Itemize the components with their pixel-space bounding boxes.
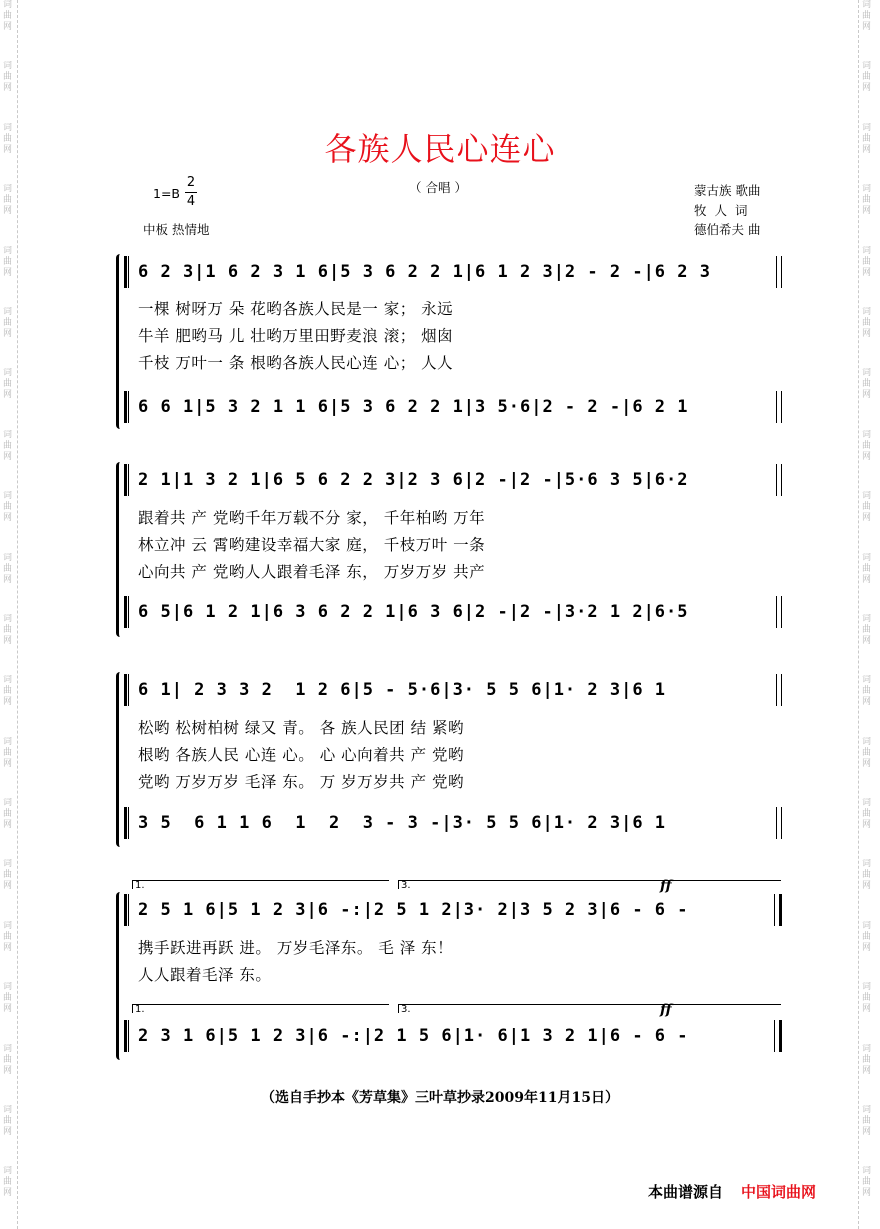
watermark-text: 词曲网 <box>3 368 13 401</box>
lower-notes: 2 3 1 6|5 1 2 3|6 -:|2 1 5 6|1· 6|1 3 2 1|6 - 6 - <box>138 1026 689 1046</box>
watermark-text: 词曲网 <box>3 920 13 953</box>
upper-staff <box>116 256 782 288</box>
lower-staff <box>116 391 782 423</box>
left-dashed-border <box>17 0 18 1229</box>
time-signature <box>185 174 197 211</box>
watermark-text: 词曲网 <box>862 920 872 953</box>
watermark-text: 词曲网 <box>3 306 13 339</box>
volta-first-ending-lower: 1. <box>132 1004 389 1013</box>
watermark-text: 词曲网 <box>862 1166 872 1199</box>
score-system-3 <box>116 664 782 849</box>
upper-notes: 2 5 1 6|5 1 2 3|6 -:|2 5 1 2|3· 2|3 5 2 3|6 - 6 - <box>138 900 689 920</box>
watermark-text: 词曲网 <box>3 184 13 217</box>
watermark-text: 词曲网 <box>3 798 13 831</box>
watermark-text: 词曲网 <box>862 184 872 217</box>
lyric-line: 千枝 万叶一 条 根哟各族人民心连 心； 人人 <box>138 354 454 372</box>
upper-staff <box>116 894 782 926</box>
dynamic-marking: ff <box>660 878 672 894</box>
dynamic-marking-lower: ff <box>660 1002 672 1018</box>
watermark-text: 词曲网 <box>3 982 13 1015</box>
upper-notes: 6 2 3|1 6 2 3 1 6|5 3 6 2 2 1|6 1 2 3|2 - 2 -|6 2 3 <box>138 262 711 282</box>
watermark-text: 词曲网 <box>862 306 872 339</box>
lyric-line: 跟着共 产 党哟千年万载不分 家， 千年柏哟 万年 <box>138 509 486 527</box>
watermark-text: 词曲网 <box>3 1166 13 1199</box>
right-watermark-column <box>862 0 876 1228</box>
volta-first-ending: 1. <box>132 880 389 889</box>
time-sig-top: 2 <box>186 175 196 190</box>
tempo-marking: 中板 热情地 <box>143 222 210 237</box>
lower-notes: 6 5|6 1 2 1|6 3 6 2 2 1|6 3 6|2 -|2 -|3·2 1 2|6·5 <box>138 602 689 622</box>
watermark-text: 词曲网 <box>3 1105 13 1138</box>
time-sig-bottom: 4 <box>186 194 196 209</box>
lyric-line: 党哟 万岁万岁 毛泽 东。 万 岁万岁共 产 党哟 <box>138 773 464 791</box>
watermark-text: 词曲网 <box>862 0 872 32</box>
lower-notes: 6 6 1|5 3 2 1 1 6|5 3 6 2 2 1|3 5·6|2 - 2 -|6 2 1 <box>138 397 689 417</box>
volta-third-ending-lower: 3. <box>398 1004 781 1013</box>
lower-staff <box>116 596 782 628</box>
watermark-text: 词曲网 <box>862 736 872 769</box>
lyric-line: 牛羊 肥哟马 儿 壮哟万里田野麦浪 滚； 烟囱 <box>138 327 454 345</box>
source-credit <box>648 1181 816 1202</box>
watermark-text: 词曲网 <box>3 491 13 524</box>
watermark-text: 词曲网 <box>3 429 13 462</box>
upper-staff <box>116 674 782 706</box>
source-site-link[interactable]: 中国词曲网 <box>741 1183 817 1201</box>
watermark-text: 词曲网 <box>862 1043 872 1076</box>
watermark-text: 词曲网 <box>3 1043 13 1076</box>
watermark-text: 词曲网 <box>862 675 872 708</box>
watermark-text: 词曲网 <box>862 798 872 831</box>
key-signature: 1=B <box>153 186 181 201</box>
watermark-text: 词曲网 <box>3 61 13 94</box>
watermark-text: 词曲网 <box>862 613 872 646</box>
lyric-line: 松哟 松树柏树 绿又 青。 各 族人民团 结 紧哟 <box>138 719 464 737</box>
score-system-4 <box>116 874 782 1064</box>
watermark-text: 词曲网 <box>862 122 872 155</box>
source-footnote: （选自手抄本《芳草集》三叶草抄录2009年11月15日） <box>261 1090 619 1106</box>
lower-notes: 3 5 6 1 1 6 1 2 3 - 3 -|3· 5 5 6|1· 2 3|6 1 <box>138 813 667 833</box>
watermark-text: 词曲网 <box>3 859 13 892</box>
credit-origin: 蒙古族 歌曲 <box>694 183 761 198</box>
credit-lyricist: 牧 人 词 <box>694 203 750 218</box>
lyric-line: 一棵 树呀万 朵 花哟各族人民是一 家； 永远 <box>138 300 454 318</box>
watermark-text: 词曲网 <box>3 675 13 708</box>
source-label: 本曲谱源自 <box>648 1183 724 1201</box>
lyric-line: 林立冲 云 霄哟建设幸福大家 庭， 千枝万叶 一条 <box>138 536 486 554</box>
watermark-text: 词曲网 <box>3 736 13 769</box>
lyric-line: 根哟 各族人民 心连 心。 心 心向着共 产 党哟 <box>138 746 464 764</box>
watermark-text: 词曲网 <box>3 613 13 646</box>
watermark-text: 词曲网 <box>3 245 13 278</box>
watermark-text: 词曲网 <box>862 491 872 524</box>
lower-staff <box>116 807 782 839</box>
watermark-text: 词曲网 <box>3 0 13 32</box>
watermark-text: 词曲网 <box>862 245 872 278</box>
lower-staff <box>116 1020 782 1052</box>
upper-staff <box>116 464 782 496</box>
volta-third-ending: 3. <box>398 880 781 889</box>
watermark-text: 词曲网 <box>862 552 872 585</box>
score-system-2 <box>116 454 782 639</box>
lyric-line: 人人跟着毛泽 东。 <box>138 966 272 984</box>
watermark-text: 词曲网 <box>862 982 872 1015</box>
score-system-1 <box>116 244 782 429</box>
credit-composer: 德伯希夫 曲 <box>694 222 761 237</box>
watermark-text: 词曲网 <box>3 552 13 585</box>
watermark-text: 词曲网 <box>862 368 872 401</box>
lyric-line: 心向共 产 党哟人人跟着毛泽 东， 万岁万岁 共产 <box>138 563 486 581</box>
subtitle: （ 合唱 ） <box>409 180 467 195</box>
lyric-line: 携手跃进再跃 进。 万岁毛泽东。 毛 泽 东！ <box>138 939 454 957</box>
watermark-text: 词曲网 <box>862 429 872 462</box>
upper-notes: 6 1| 2 3 3 2 1 2 6|5 - 5·6|3· 5 5 6|1· 2 3|6 1 <box>138 680 667 700</box>
watermark-text: 词曲网 <box>3 122 13 155</box>
watermark-text: 词曲网 <box>862 859 872 892</box>
upper-notes: 2 1|1 3 2 1|6 5 6 2 2 3|2 3 6|2 -|2 -|5·6 3 5|6·2 <box>138 470 689 490</box>
song-title: 各族人民心连心 <box>324 130 556 168</box>
watermark-text: 词曲网 <box>862 61 872 94</box>
right-dashed-border <box>858 0 859 1229</box>
left-watermark-column <box>3 0 17 1228</box>
watermark-text: 词曲网 <box>862 1105 872 1138</box>
